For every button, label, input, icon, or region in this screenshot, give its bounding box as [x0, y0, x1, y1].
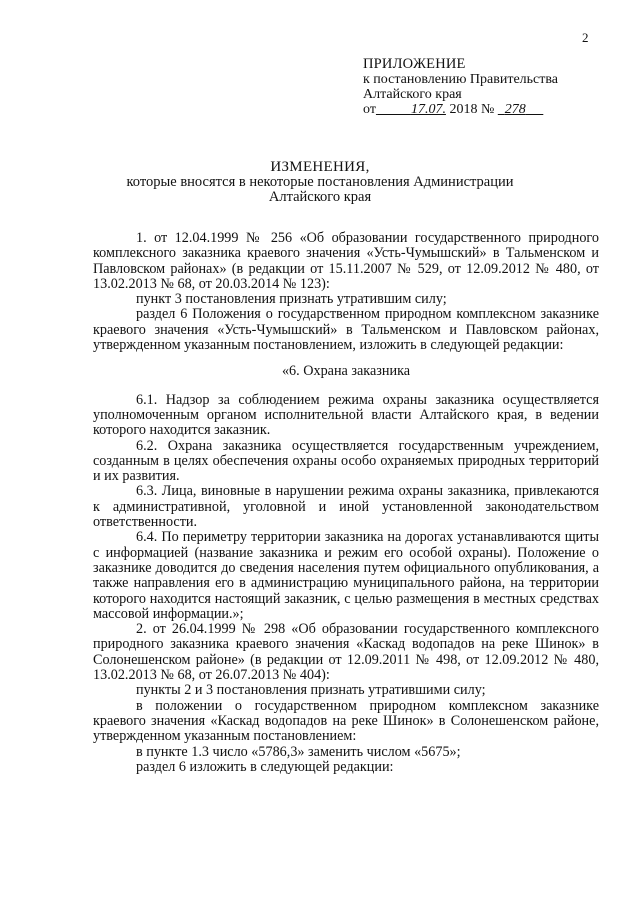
document-number — [498, 102, 544, 117]
date-day-month-value: 17.07. — [410, 102, 446, 117]
heading-title: ИЗМЕНЕНИЯ, — [270, 159, 370, 175]
appendix-line-2: Алтайского края — [363, 87, 462, 102]
appendix-date-line — [363, 102, 558, 117]
paragraph-section-6-intro: раздел 6 Положения о государственном природном комплексном заказнике краевого значения «Усть-Чумышский» в Тальменском и Павловском районах, утвержденном указанным постановлением, изложить в следующей редакции: — [93, 306, 599, 354]
date-day-month — [376, 102, 446, 117]
document-heading — [0, 160, 640, 205]
paragraph-6-1: 6.1. Надзор за соблюдением режима охраны заказника осуществляется уполномоченным органом исполнительной власти Алтайского края, в ведении которого находится заказник. — [93, 391, 599, 439]
paragraph-6-3: 6.3. Лица, виновные в нарушении режима охраны заказника, привлекаются к административной, уголовной и иной установленной законодательством ответственности. — [93, 483, 599, 531]
appendix-title: ПРИЛОЖЕНИЕ — [363, 56, 466, 72]
appendix-block — [363, 57, 558, 117]
date-year: 2018 — [449, 102, 478, 117]
heading-subtitle-1: которые вносятся в некоторые постановления Администрации — [126, 174, 514, 190]
document-body — [93, 231, 599, 775]
paragraph-item-2-point-1-3: в пункте 1.3 число «5786,3» заменить числом «5675»; — [136, 743, 461, 760]
paragraph-item-1-point-3: пункт 3 постановления признать утратившим силу; — [136, 291, 447, 308]
paragraph-item-1: 1. от 12.04.1999 № 256 «Об образовании государственного природного комплексного заказника краевого значения «Усть-Чумышский» в Тальменском и Павловском районах» (в редакции от 15.11.2007 № 529, от 12.09.2012 № 480, от 13.02.2013 № 68, от 20.03.2014 № 123): — [93, 230, 599, 292]
section-6-title: «6. Охрана заказника — [281, 363, 411, 380]
paragraph-item-2-section-6: раздел 6 изложить в следующей редакции: — [136, 758, 394, 775]
heading-subtitle-2: Алтайского края — [268, 189, 372, 205]
appendix-line-1: к постановлению Правительства — [363, 72, 559, 87]
number-sign: № — [480, 102, 495, 117]
paragraph-6-4: 6.4. По периметру территории заказника на дорогах устанавливаются щиты с информацией (название заказника и режим его особой охраны). Положение о заказнике доводится до сведения населения путем официального опубликования, а также направления его в администрацию муниципального района, на территории которого находится настоящий заказник, с целью размещения в местных средствах массовой информации.»; — [93, 529, 599, 622]
paragraph-item-2-regulation: в положении о государственном природном комплексном заказнике краевого значения «Каскад водопадов на реке Шинок» в Солонешенском районе, утвержденном указанным постановлением: — [93, 697, 599, 745]
paragraph-item-2: 2. от 26.04.1999 № 298 «Об образовании государственного комплексного природного заказника краевого значения «Каскад водопадов на реке Шинок» в Солонешенском районе» (в редакции от 12.09.2011 № 498, от 12.09.2012 № 480, 13.02.2013 № 68, от 26.07.2013 № 404): — [93, 621, 599, 684]
paragraph-6-2: 6.2. Охрана заказника осуществляется государственным учреждением, созданным в целях обеспечения охраны особо охраняемых природных территорий и их развития. — [93, 437, 599, 485]
page-number: 2 — [582, 30, 589, 45]
paragraph-item-2-points: пункты 2 и 3 постановления признать утратившими силу; — [136, 682, 486, 699]
date-prefix: от — [363, 102, 376, 117]
document-number-value: 278 — [504, 102, 526, 117]
